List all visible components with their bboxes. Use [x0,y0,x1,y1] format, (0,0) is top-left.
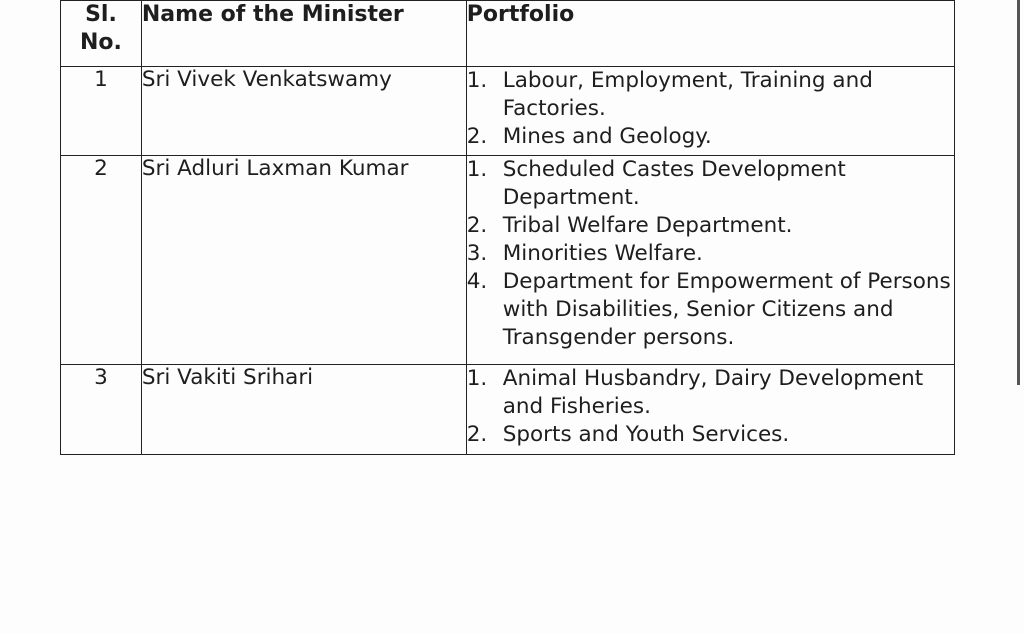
table-row [61,156,955,365]
item-number: 1. [466,68,488,93]
minister-name: Sri Vakiti Srihari [141,365,466,455]
sl-number: 3 [61,365,142,455]
item-text: Sports and Youth Services. [502,422,790,447]
portfolio-list [467,67,954,151]
item-number: 4. [466,269,488,294]
portfolio-cell [466,365,954,455]
item-text: Animal Husbandry, Dairy Development and Fisheries. [502,366,924,419]
portfolio-list [467,365,954,449]
item-text: Department for Empowerment of Persons with Disabilities, Senior Citizens and Transgender persons. [502,269,951,350]
table-row [61,67,955,156]
header-portfolio: Portfolio [466,1,954,67]
header-row [61,1,955,67]
portfolio-item [467,212,954,240]
table-row [61,365,955,455]
portfolio-cell [466,156,954,365]
minister-name: Sri Adluri Laxman Kumar [141,156,466,365]
item-text: Minorities Welfare. [502,241,703,266]
sl-number: 2 [61,156,142,365]
item-text: Labour, Employment, Training and Factories. [502,68,873,121]
minister-portfolio-table [60,0,955,455]
item-number: 3. [466,241,488,266]
portfolio-item [467,421,954,449]
portfolio-item [467,240,954,268]
portfolio-item [467,67,954,123]
item-text: Scheduled Castes Development Department. [502,157,846,210]
header-minister-name: Name of the Minister [141,1,466,67]
portfolio-cell [466,67,954,156]
portfolio-item [467,123,954,151]
item-text: Tribal Welfare Department. [502,213,793,238]
portfolio-item [467,156,954,212]
scan-edge-line [1017,0,1020,385]
item-number: 2. [466,213,488,238]
minister-name: Sri Vivek Venkatswamy [141,67,466,156]
item-number: 1. [466,366,488,391]
item-number: 2. [466,124,488,149]
portfolio-item [467,268,954,352]
portfolio-list [467,156,954,352]
item-text: Mines and Geology. [502,124,712,149]
portfolio-item [467,365,954,421]
item-number: 2. [466,422,488,447]
sl-number: 1 [61,67,142,156]
item-number: 1. [466,157,488,182]
header-sl-no: Sl. No. [61,1,142,67]
